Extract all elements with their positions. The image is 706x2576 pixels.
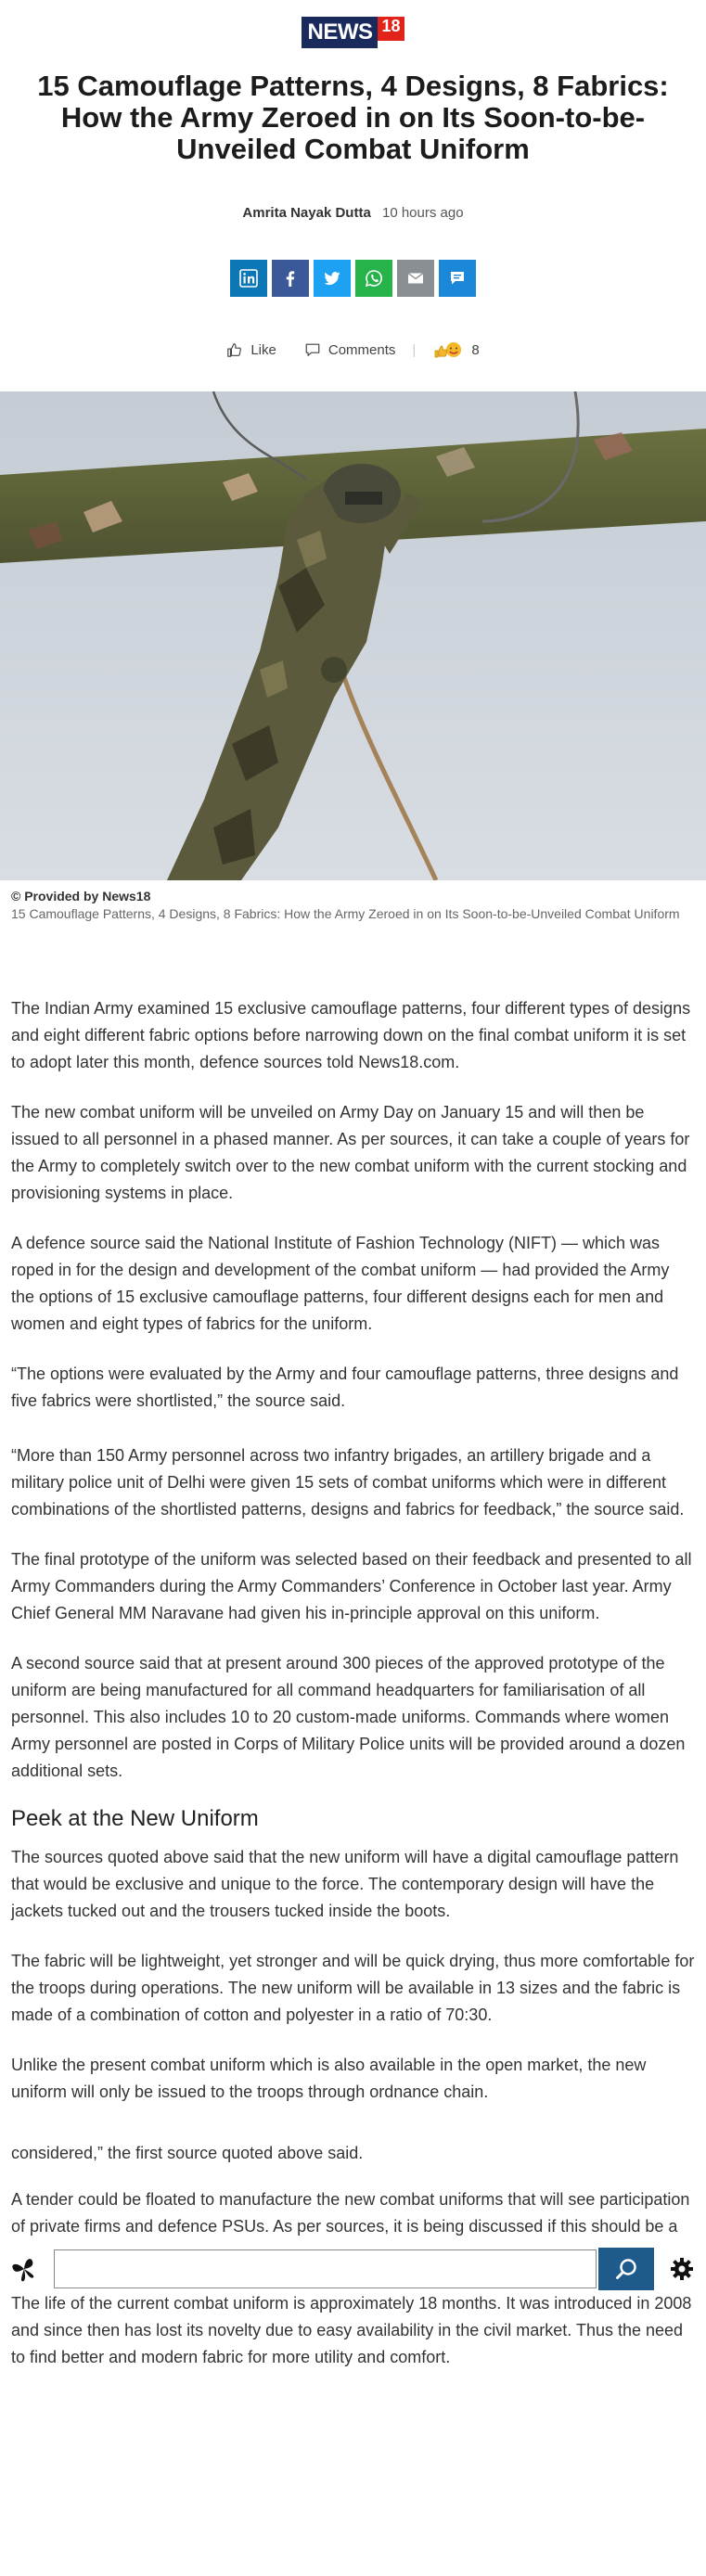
author-name[interactable]: Amrita Nayak Dutta: [242, 205, 371, 221]
logo-word: NEWS: [302, 17, 378, 48]
twitter-share-button[interactable]: [314, 260, 351, 297]
image-caption: [11, 888, 698, 923]
search-input[interactable]: [54, 2249, 597, 2288]
paragraph: The fabric will be lightweight, yet stronger and will be quick drying, thus more comfortable for the troops during operations. The new uniform will be available in 13 sizes and the fabric is made of a combination of cotton and polyester in a ratio of 70:30.: [11, 1952, 695, 2024]
comments-label: Comments: [327, 341, 396, 358]
search-button[interactable]: [598, 2248, 654, 2290]
thumbs-up-icon: [226, 341, 243, 358]
byline: [0, 205, 706, 221]
soldier-rope-climb-photo: [0, 391, 706, 880]
paragraph: A tender could be floated to manufacture the new combat uniforms that will see participation of private firms and defence PSUs. As per sources, it is being discussed if this should be a: [11, 2190, 690, 2236]
news18-logo[interactable]: [302, 17, 404, 48]
paragraph: considered,” the first source quoted above said.: [11, 2144, 364, 2162]
gear-icon: [669, 2256, 695, 2282]
paragraph: A defence source said the National Institute of Fashion Technology (NIFT) — which was roped in for the design and development of the combat uniform — had provided the Army the options of 15 exclusive camouflage patterns, four different designs each for men and women and eight types of fabrics for the uniform.: [11, 1234, 670, 1333]
paragraph: Unlike the present combat uniform which is also available in the open market, the new uniform will only be issued to the troops through ordnance chain.: [11, 2056, 647, 2101]
butterfly-icon[interactable]: [6, 2250, 43, 2288]
search-icon: [614, 2257, 638, 2281]
comments-button[interactable]: [304, 341, 396, 358]
reactions-divider: |: [412, 341, 417, 358]
twitter-icon: [323, 269, 341, 288]
logo-number: 18: [378, 17, 404, 41]
paragraph: The new combat uniform will be unveiled on Army Day on January 15 and will then be issued to all personnel in a phased manner. As per sources, it can take a couple of years for the Army to completely switch over to the new combat uniform with the current stocking and provisioning systems in place.: [11, 1103, 690, 1202]
article-headline: 15 Camouflage Patterns, 4 Designs, 8 Fabrics: How the Army Zeroed in on Its Soon-to-be-Unveiled Combat Uniform: [37, 70, 669, 165]
facebook-share-button[interactable]: [272, 260, 309, 297]
paragraph: The sources quoted above said that the new uniform will have a digital camouflage pattern that would be exclusive and unique to the force. The contemporary design will have the jackets tucked out and the trousers tucked inside the boots.: [11, 1848, 679, 1920]
message-icon: [448, 269, 467, 288]
article-body: [11, 995, 695, 2394]
site-header: [0, 17, 706, 48]
linkedin-share-button[interactable]: [230, 260, 267, 297]
caption-text: 15 Camouflage Patterns, 4 Designs, 8 Fabrics: How the Army Zeroed in on Its Soon-to-be-Unveiled Combat Uniform: [11, 906, 680, 921]
paragraph: “The options were evaluated by the Army and four camouflage patterns, three designs and five fabrics were shortlisted,” the source said.: [11, 1365, 679, 1410]
settings-button[interactable]: [663, 2250, 700, 2288]
reaction-count: 8: [471, 341, 480, 358]
share-toolbar: [0, 260, 706, 297]
comment-icon: [304, 341, 321, 358]
article-hero-image: [0, 391, 706, 880]
like-button[interactable]: [226, 341, 276, 358]
paragraph: The Indian Army examined 15 exclusive camouflage patterns, four different types of designs and eight different fabric options before narrowing down on the final combat uniform it is set to adopt later this month, defence sources told News18.com.: [11, 999, 691, 1071]
reaction-summary[interactable]: [432, 340, 479, 359]
floating-search-bar: [0, 2245, 706, 2293]
email-share-button[interactable]: [397, 260, 434, 297]
facebook-icon: [281, 269, 300, 288]
publish-time: 10 hours ago: [381, 205, 464, 221]
like-label: Like: [250, 341, 276, 358]
reactions-bar: [0, 340, 706, 359]
paragraph: A second source said that at present around 300 pieces of the approved prototype of the uniform are being manufactured for all command headquarters for familiarisation of all personnel. This also includes 10 to 20 custom-made uniforms. Commands where women Army personnel are posted in Corps of Military Police units will be provided around a dozen additional sets.: [11, 1654, 686, 1780]
whatsapp-icon: [365, 269, 383, 288]
paragraph: The final prototype of the uniform was selected based on their feedback and presented to all Army Commanders during the Army Commanders’ Conference in October last year. Army Chief General MM Naravane had given his in-principle approval on this uniform.: [11, 1550, 692, 1622]
reaction-emoji-icon: [432, 340, 464, 359]
section-heading: Peek at the New Uniform: [11, 1806, 259, 1831]
whatsapp-share-button[interactable]: [355, 260, 392, 297]
image-provider: © Provided by News18: [11, 889, 151, 904]
message-share-button[interactable]: [439, 260, 476, 297]
paragraph: The life of the current combat uniform is approximately 18 months. It was introduced in 2008 and since then has lost its novelty due to easy availability in the civil market. Thus the need to find better and modern fabric for more utility and comfort.: [11, 2294, 692, 2366]
mail-icon: [406, 269, 425, 288]
linkedin-icon: [239, 269, 258, 288]
paragraph: “More than 150 Army personnel across two infantry brigades, an artillery brigade and a military police unit of Delhi were given 15 sets of combat uniforms which were in different combinations of the shortlisted patterns, designs and fabrics for feedback,” the source said.: [11, 1446, 685, 1519]
